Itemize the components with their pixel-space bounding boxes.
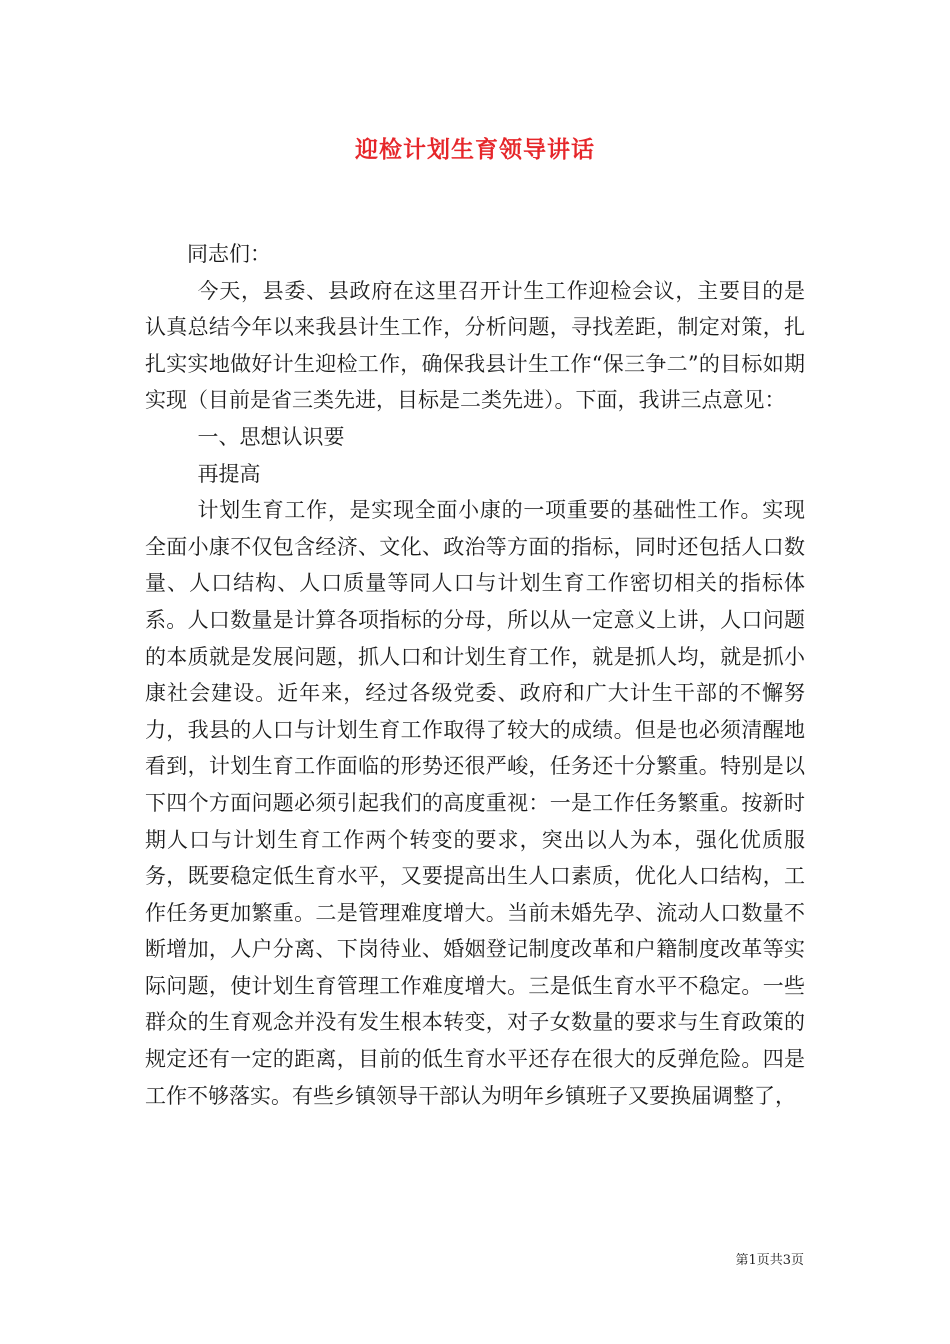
document-title: 迎检计划生育领导讲话: [355, 136, 595, 163]
main-paragraph: 计划生育工作，是实现全面小康的一项重要的基础性工作。实现全面小康不仅包含经济、文化、政治等方面的指标，同时还包括人口数量、人口结构、人口质量等同人口与计划生育工作密切相关的指标体系。人口数量是计算各项指标的分母，所以从一定意义上讲，人口问题的本质就是发展问题，抓人口和计划生育工作，就是抓人均，就是抓小康社会建设。近年来，经过各级党委、政府和广大计生干部的不懈努力，我县的人口与计划生育工作取得了较大的成绩。但是也必须清醒地看到，计划生育工作面临的形势还很严峻，任务还十分繁重。特别是以下四个方面问题必须引起我们的高度重视：一是工作任务繁重。按新时期人口与计划生育工作两个转变的要求，突出以人为本，强化优质服务，既要稳定低生育水平，又要提高出生人口素质，优化人口结构，工作任务更加繁重。二是管理难度增大。当前未婚先孕、流动人口数量不断增加，人户分离、下岗待业、婚姻登记制度改革和户籍制度改革等实际问题，使计划生育管理工作难度增大。三是低生育水平不稳定。一些群众的生育观念并没有发生根本转变，对子女数量的要求与生育政策的规定还有一定的距离，目前的低生育水平还存在很大的反弹危险。四是工作不够落实。有些乡镇领导干部认为明年乡镇班子又要换届调整了，: [145, 498, 805, 1108]
intro-paragraph: 今天，县委、县政府在这里召开计生工作迎检会议，主要目的是认真总结今年以来我县计生工作，分析问题，寻找差距，制定对策，扎扎实实地做好计生迎检工作，确保我县计生工作“保三争二”的目标如期实现（目前是省三类先进，目标是二类先进）。下面，我讲三点意见：: [145, 278, 805, 413]
section-heading-line-2: 再提高: [197, 461, 261, 486]
salutation: 同志们：: [187, 242, 271, 266]
page-number: 第1页共3页: [735, 1253, 804, 1268]
section-heading-line-1: 一、思想认识要: [197, 424, 345, 449]
document-body: [145, 236, 805, 1114]
